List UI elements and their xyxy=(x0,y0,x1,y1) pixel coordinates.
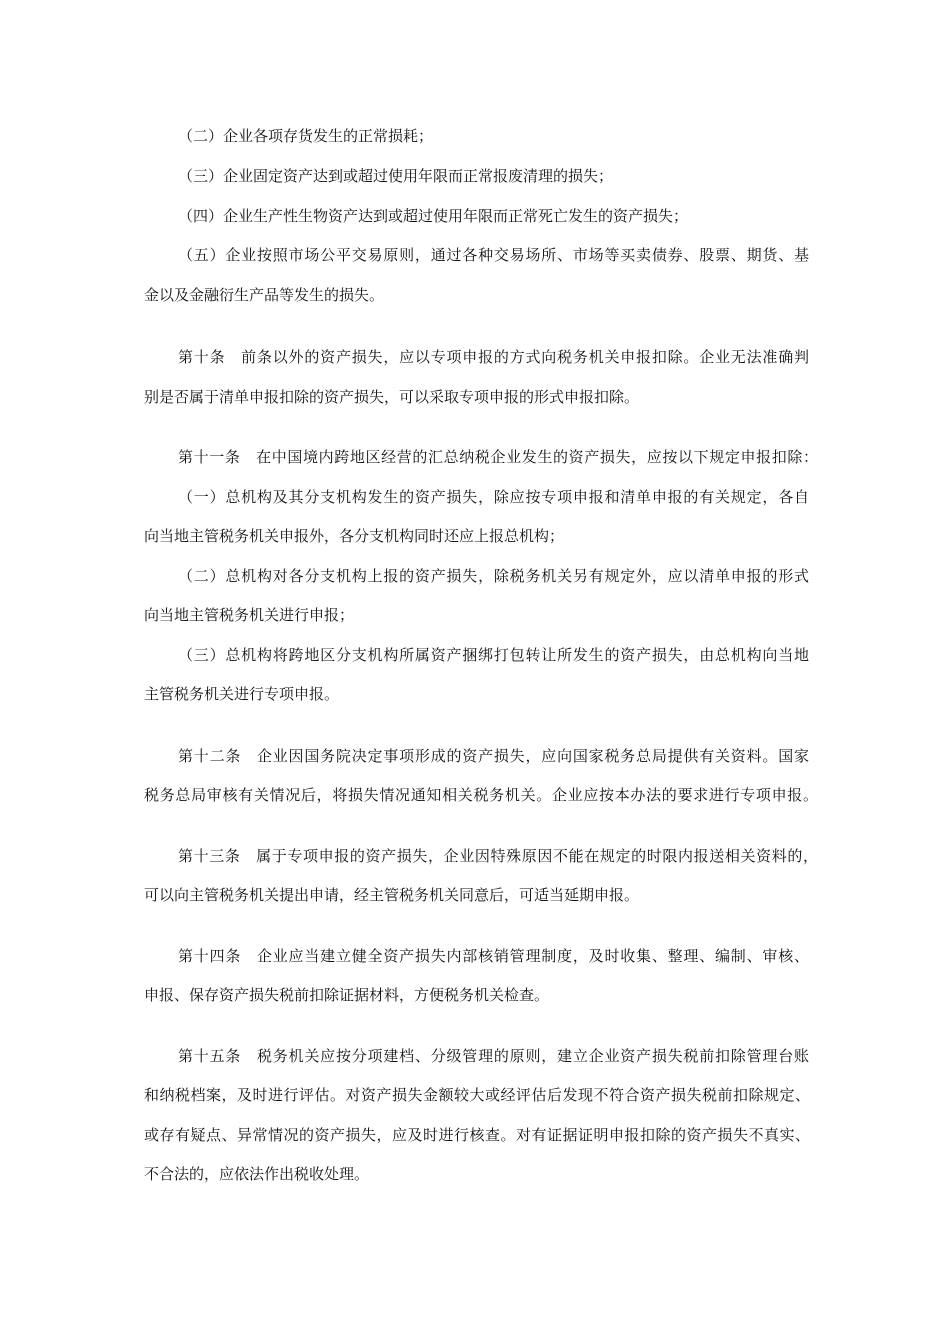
article-12-line-1: 第十二条 企业因国务院决定事项形成的资产损失，应向国家税务总局提供有关资料。国家 xyxy=(178,747,809,765)
article-15-line-2: 和纳税档案，及时进行评估。对资产损失金额较大或经评估后发现不符合资产损失税前扣除规定、 xyxy=(144,1086,810,1104)
item-5-line-1: （五）企业按照市场公平交易原则，通过各种交易场所、市场等买卖债券、股票、期货、基 xyxy=(178,246,809,264)
article-11-item-1-line-2: 向当地主管税务机关申报外，各分支机构同时还应上报总机构； xyxy=(144,527,565,545)
article-11-heading: 第十一条 在中国境内跨地区经营的汇总纳税企业发生的资产损失，应按以下规定申报扣除： xyxy=(178,448,818,466)
article-11-item-3-line-1: （三）总机构将跨地区分支机构所属资产捆绑打包转让所发生的资产损失，由总机构向当地 xyxy=(178,646,809,664)
article-10-line-1: 第十条 前条以外的资产损失，应以专项申报的方式向税务机关申报扣除。企业无法准确判 xyxy=(178,348,809,366)
article-13-line-2: 可以向主管税务机关提出申请，经主管税务机关同意后，可适当延期申报。 xyxy=(144,886,640,904)
article-12-line-2: 税务总局审核有关情况后，将损失情况通知相关税务机关。企业应按本办法的要求进行专项申报。 xyxy=(144,786,818,804)
article-14-line-1: 第十四条 企业应当建立健全资产损失内部核销管理制度，及时收集、整理、编制、审核、 xyxy=(178,947,809,965)
article-15-line-4: 不合法的，应依法作出税收处理。 xyxy=(144,1165,370,1183)
article-14-line-2: 申报、保存资产损失税前扣除证据材料，方便税务机关检查。 xyxy=(144,986,550,1004)
item-2-line: （二）企业各项存货发生的正常损耗； xyxy=(178,127,434,145)
article-11-item-2-line-2: 向当地主管税务机关进行申报； xyxy=(144,606,355,624)
article-15-line-1: 第十五条 税务机关应按分项建档、分级管理的原则，建立企业资产损失税前扣除管理台账 xyxy=(178,1047,809,1065)
item-4-line: （四）企业生产性生物资产达到或超过使用年限而正常死亡发生的资产损失； xyxy=(178,207,689,225)
article-15-line-3: 或存有疑点、异常情况的资产损失，应及时进行核查。对有证据证明申报扣除的资产损失不真实、 xyxy=(144,1126,810,1144)
item-5-line-2: 金以及金融衍生产品等发生的损失。 xyxy=(144,286,385,304)
item-3-line: （三）企业固定资产达到或超过使用年限而正常报废清理的损失； xyxy=(178,167,614,185)
article-13-line-1: 第十三条 属于专项申报的资产损失，企业因特殊原因不能在规定的时限内报送相关资料的， xyxy=(178,847,818,865)
article-11-item-3-line-2: 主管税务机关进行专项申报。 xyxy=(144,685,340,703)
article-11-item-1-line-1: （一）总机构及其分支机构发生的资产损失，除应按专项申报和清单申报的有关规定，各自 xyxy=(178,488,809,506)
article-10-line-2: 别是否属于清单申报扣除的资产损失，可以采取专项申报的形式申报扣除。 xyxy=(144,388,640,406)
article-11-item-2-line-1: （二）总机构对各分支机构上报的资产损失，除税务机关另有规定外，应以清单申报的形式 xyxy=(178,567,809,585)
